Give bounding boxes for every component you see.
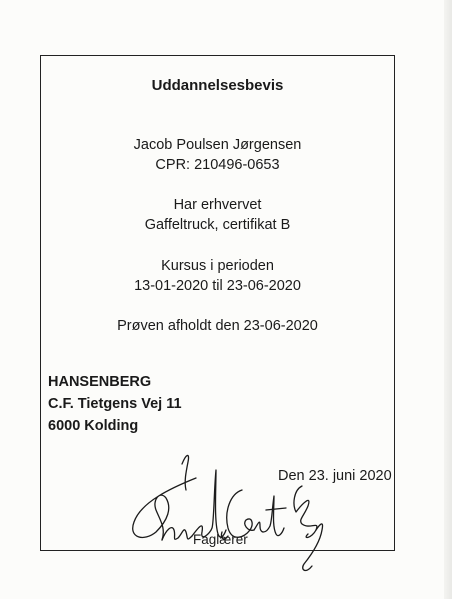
exam-date: Prøven afholdt den 23-06-2020	[117, 318, 318, 334]
signatory-role: Faglærer	[193, 532, 248, 547]
course-label: Kursus i perioden	[161, 258, 274, 274]
course-period: 13-01-2020 til 23-06-2020	[134, 278, 301, 294]
recipient-cpr: CPR: 210496-0653	[155, 157, 280, 173]
issuer-city: 6000 Kolding	[48, 418, 139, 434]
issuer-name: HANSENBERG	[48, 374, 152, 390]
recipient-name: Jacob Poulsen Jørgensen	[133, 137, 302, 153]
certificate-title: Uddannelsesbevis	[151, 77, 284, 94]
handwritten-signature	[126, 450, 346, 580]
signoff-date: Den 23. juni 2020	[278, 468, 392, 484]
scan-edge	[444, 0, 452, 599]
issuer-street: C.F. Tietgens Vej 11	[48, 396, 182, 412]
qualification: Gaffeltruck, certifikat B	[144, 217, 291, 233]
acquired-label: Har erhvervet	[173, 197, 262, 213]
